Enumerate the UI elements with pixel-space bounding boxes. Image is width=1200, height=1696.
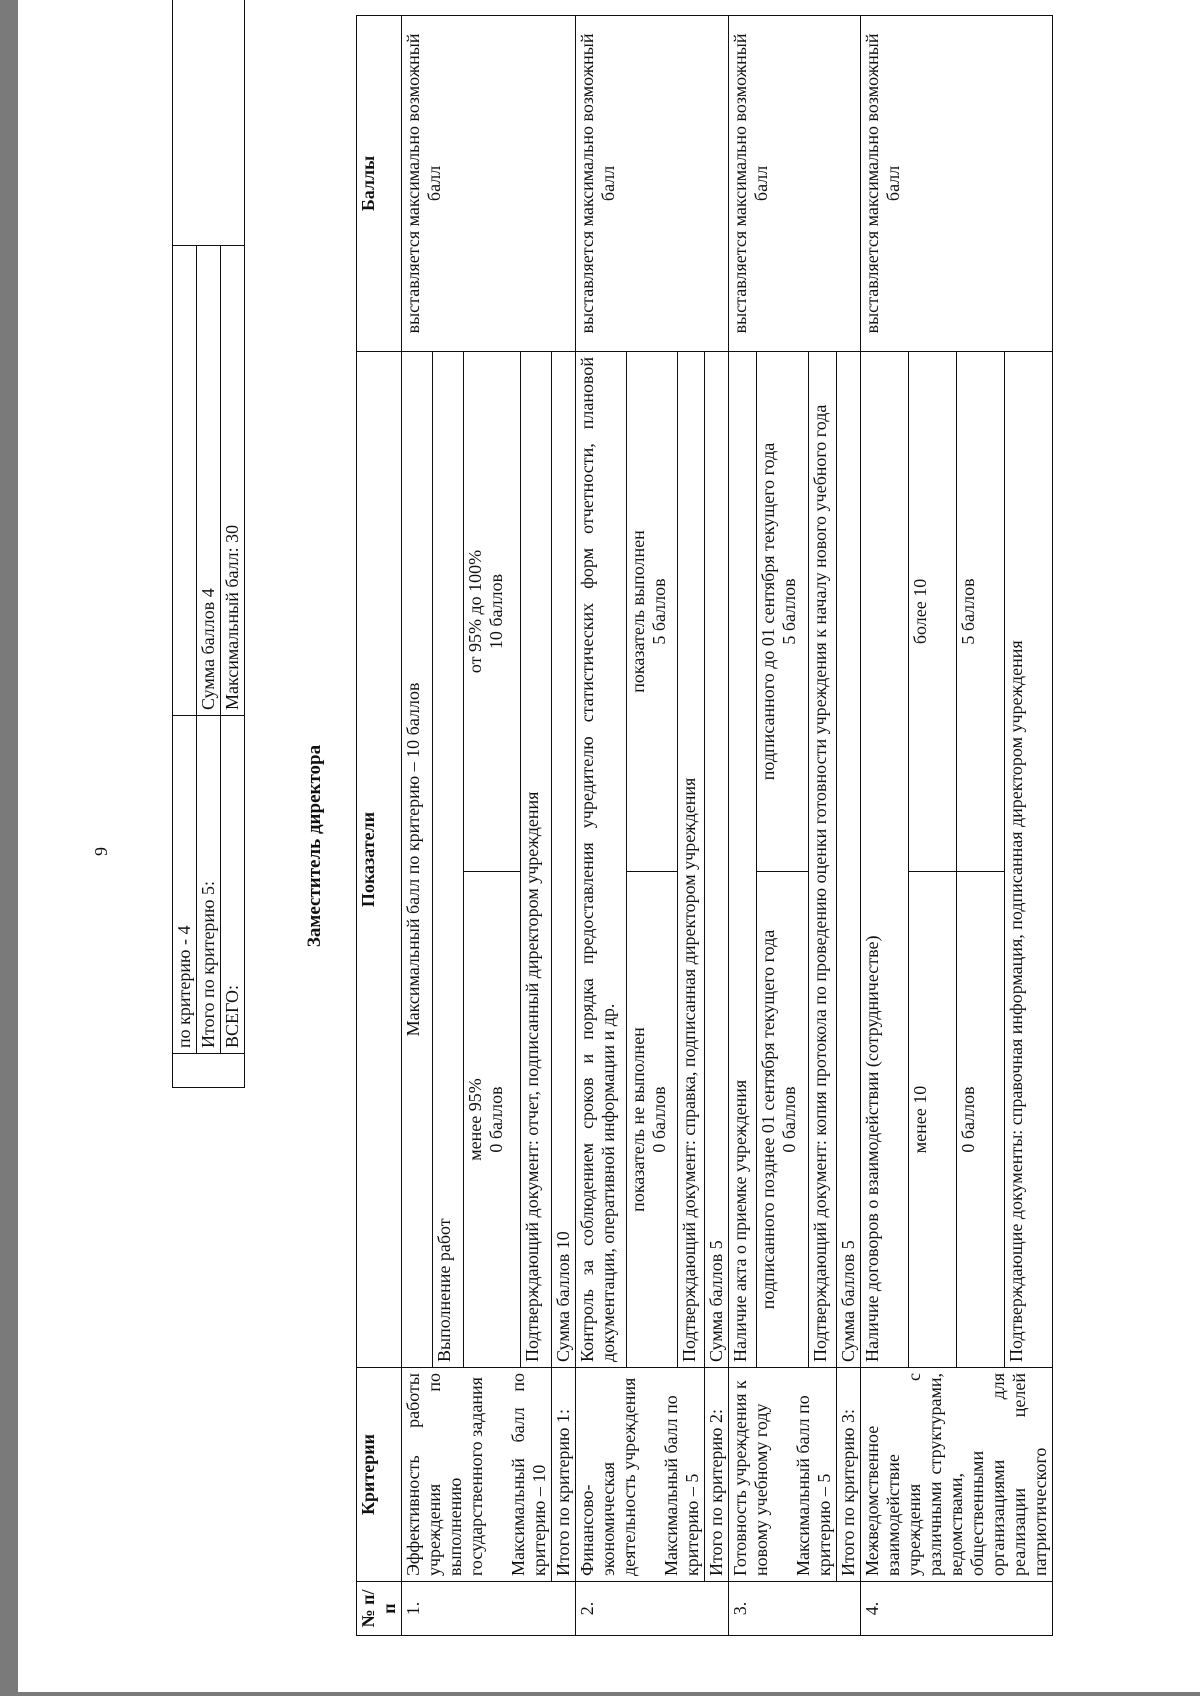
document-page bbox=[18, 0, 1200, 1692]
criteria-cell: Готовность учреждения к новому учебному году Максимальный балл по критерию – 5 bbox=[729, 1368, 837, 1582]
option-cell: подписанного до 01 сентября текущего года 5 баллов bbox=[756, 351, 808, 871]
table-row bbox=[173, 0, 197, 1088]
row-number: 4. bbox=[861, 1582, 1053, 1636]
indicator-cell: Выполнение работ bbox=[432, 351, 463, 1367]
option-cell: подписанного позднее 01 сентября текущего года 0 баллов bbox=[756, 872, 808, 1368]
total-value: Сумма баллов 10 bbox=[552, 351, 576, 1367]
rotated-content bbox=[18, 0, 1200, 1692]
criteria-cell: Эффективность работы учреждения по выполнению государственного задания Максимальный балл по критерию – 10 bbox=[402, 1368, 552, 1582]
table-row bbox=[861, 15, 909, 1635]
points-cell: выставляется максимально возможный балл bbox=[729, 15, 861, 351]
points-cell: выставляется максимально возможный балл bbox=[861, 15, 1053, 351]
option-cell: показатель выполнен 5 баллов bbox=[626, 351, 677, 871]
indicator-cell: Максимальный балл по критерию – 10 баллов bbox=[402, 351, 433, 1367]
option-cell: менее 10 bbox=[909, 872, 957, 1368]
row-number: 2. bbox=[576, 1582, 729, 1636]
document-cell: Подтверждающий документ: копия протокола по проведению оценки готовности учреждения к началу нового учебного года bbox=[809, 351, 837, 1367]
option-cell: более 10 bbox=[909, 351, 957, 871]
total-value: Сумма баллов 5 bbox=[837, 351, 861, 1367]
summary-label: по критерию - 4 bbox=[173, 716, 197, 1054]
section-heading: Заместитель директора bbox=[304, 744, 325, 948]
option-cell: от 95% до 100% 10 баллов bbox=[463, 351, 521, 871]
row-number: 3. bbox=[729, 1582, 861, 1636]
header-indicators: Показатели bbox=[357, 351, 402, 1367]
total-label: Итого по критерию 1: bbox=[552, 1368, 576, 1582]
points-cell: выставляется максимально возможный балл bbox=[402, 15, 576, 351]
option-cell: показатель не выполнен 0 баллов bbox=[626, 872, 677, 1368]
option-cell: 0 баллов bbox=[957, 872, 1005, 1368]
table-row bbox=[576, 15, 627, 1635]
header-points: Баллы bbox=[357, 15, 402, 351]
total-value: Сумма баллов 5 bbox=[705, 351, 729, 1367]
criteria-cell: Межведомственное взаимодействие учреждения с различными структурами, ведомствами, общественными организациями для реализации целей патриотического bbox=[861, 1368, 1053, 1582]
indicator-cell: Наличие акта о приемке учреждения bbox=[729, 351, 757, 1367]
summary-label: Итого по критерию 5: bbox=[197, 716, 221, 1054]
indicator-cell: Наличие договоров о взаимодействии (сотрудничестве) bbox=[861, 351, 909, 1367]
summary-value: Максимальный балл: 30 bbox=[221, 246, 245, 716]
header-criteria: Критерии bbox=[357, 1368, 402, 1582]
summary-label: ВСЕГО: bbox=[221, 716, 245, 1054]
option-cell: 5 баллов bbox=[957, 351, 1005, 871]
header-num: № п/п bbox=[357, 1582, 402, 1636]
table-row bbox=[402, 15, 433, 1635]
table-row bbox=[729, 15, 757, 1635]
row-number: 1. bbox=[402, 1582, 576, 1636]
indicator-cell: Контроль за соблюдением сроков и порядка предоставления учредителю статистических форм отчетности, плановой документации, оперативной информации и др. bbox=[576, 351, 627, 1367]
total-label: Итого по критерию 2: bbox=[705, 1368, 729, 1582]
summary-value: Сумма баллов 4 bbox=[197, 246, 221, 716]
document-cell: Подтверждающие документы: справочная информация, подписанная директором учреждения bbox=[1005, 351, 1053, 1367]
summary-table bbox=[172, 0, 245, 1088]
document-cell: Подтверждающий документ: отчет, подписанный директором учреждения bbox=[521, 351, 552, 1367]
page-number: 9 bbox=[91, 847, 111, 856]
points-cell: выставляется максимально возможный балл bbox=[576, 15, 729, 351]
criteria-table bbox=[356, 15, 1053, 1636]
document-cell: Подтверждающий документ: справка, подписанная директором учреждения bbox=[677, 351, 704, 1367]
total-label: Итого по критерию 3: bbox=[837, 1368, 861, 1582]
criteria-cell: Финансово-экономическая деятельность учреждения Максимальный балл по критерию – 5 bbox=[576, 1368, 705, 1582]
header-row bbox=[357, 15, 402, 1635]
option-cell: менее 95% 0 баллов bbox=[463, 872, 521, 1368]
